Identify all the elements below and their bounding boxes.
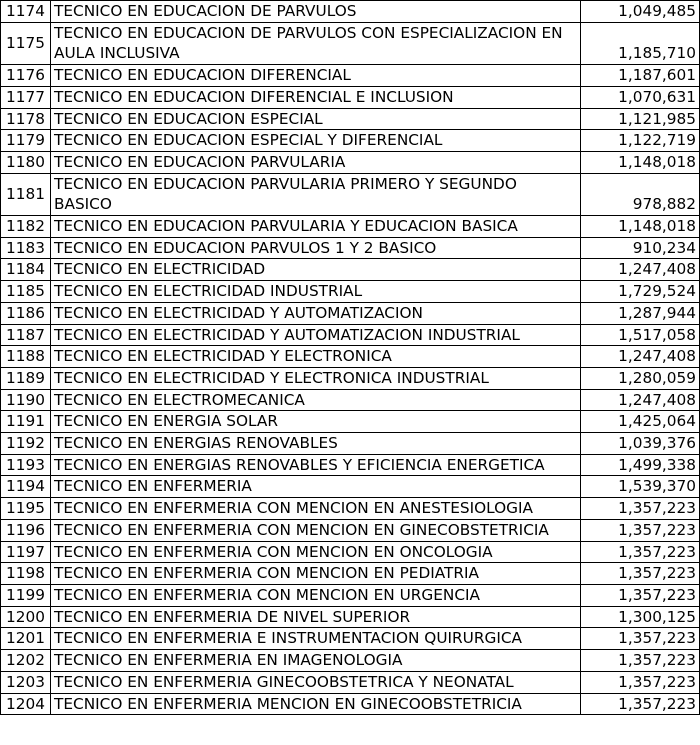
career-name: TECNICO EN EDUCACION PARVULARIA — [51, 151, 581, 173]
row-number: 1189 — [1, 367, 51, 389]
table-row — [1, 324, 700, 346]
career-name: TECNICO EN ENFERMERIA E INSTRUMENTACION QUIRURGICA — [51, 628, 581, 650]
row-number: 1190 — [1, 389, 51, 411]
table-row — [1, 584, 700, 606]
table-row — [1, 541, 700, 563]
career-name: TECNICO EN ELECTRICIDAD Y AUTOMATIZACION INDUSTRIAL — [51, 324, 581, 346]
career-name: TECNICO EN ENFERMERIA CON MENCION EN GINECOBSTETRICIA — [51, 519, 581, 541]
table-row — [1, 389, 700, 411]
row-number: 1184 — [1, 259, 51, 281]
amount-value: 1,539,370 — [581, 476, 700, 498]
row-number: 1203 — [1, 671, 51, 693]
table-body — [1, 1, 700, 715]
career-name: TECNICO EN EDUCACION ESPECIAL — [51, 108, 581, 130]
row-number: 1181 — [1, 173, 51, 215]
amount-value: 1,148,018 — [581, 216, 700, 238]
table-row — [1, 302, 700, 324]
row-number: 1202 — [1, 650, 51, 672]
amount-value: 1,357,223 — [581, 519, 700, 541]
row-number: 1198 — [1, 563, 51, 585]
career-name: TECNICO EN ELECTRICIDAD Y ELECTRONICA — [51, 346, 581, 368]
amount-value: 1,357,223 — [581, 498, 700, 520]
amount-value: 910,234 — [581, 237, 700, 259]
amount-value: 1,357,223 — [581, 671, 700, 693]
amount-value: 1,357,223 — [581, 628, 700, 650]
table-row — [1, 628, 700, 650]
row-number: 1178 — [1, 108, 51, 130]
amount-value: 1,357,223 — [581, 693, 700, 715]
row-number: 1179 — [1, 130, 51, 152]
table-row — [1, 476, 700, 498]
row-number: 1188 — [1, 346, 51, 368]
row-number: 1182 — [1, 216, 51, 238]
table-row — [1, 173, 700, 215]
career-name: TECNICO EN ELECTRICIDAD Y ELECTRONICA INDUSTRIAL — [51, 367, 581, 389]
row-number: 1175 — [1, 22, 51, 64]
table-row — [1, 259, 700, 281]
table-row — [1, 86, 700, 108]
amount-value: 1,070,631 — [581, 86, 700, 108]
table-row — [1, 519, 700, 541]
row-number: 1194 — [1, 476, 51, 498]
table-row — [1, 1, 700, 23]
table-row — [1, 433, 700, 455]
career-name: TECNICO EN ENFERMERIA CON MENCION EN ONCOLOGIA — [51, 541, 581, 563]
career-name: TECNICO EN ENFERMERIA CON MENCION EN ANESTESIOLOGIA — [51, 498, 581, 520]
row-number: 1193 — [1, 454, 51, 476]
amount-value: 1,357,223 — [581, 563, 700, 585]
career-name: TECNICO EN ENFERMERIA DE NIVEL SUPERIOR — [51, 606, 581, 628]
row-number: 1197 — [1, 541, 51, 563]
table-row — [1, 650, 700, 672]
table-row — [1, 65, 700, 87]
row-number: 1199 — [1, 584, 51, 606]
table-row — [1, 411, 700, 433]
career-name: TECNICO EN EDUCACION PARVULOS 1 Y 2 BASICO — [51, 237, 581, 259]
career-name: TECNICO EN ELECTRICIDAD — [51, 259, 581, 281]
career-name: TECNICO EN EDUCACION ESPECIAL Y DIFERENCIAL — [51, 130, 581, 152]
amount-value: 1,121,985 — [581, 108, 700, 130]
table-row — [1, 693, 700, 715]
table-row — [1, 454, 700, 476]
table-row — [1, 367, 700, 389]
career-name: TECNICO EN ELECTROMECANICA — [51, 389, 581, 411]
career-name: TECNICO EN ENFERMERIA — [51, 476, 581, 498]
row-number: 1191 — [1, 411, 51, 433]
career-name: TECNICO EN EDUCACION DIFERENCIAL — [51, 65, 581, 87]
amount-value: 1,357,223 — [581, 650, 700, 672]
amount-value: 1,122,719 — [581, 130, 700, 152]
row-number: 1196 — [1, 519, 51, 541]
amount-value: 1,039,376 — [581, 433, 700, 455]
row-number: 1177 — [1, 86, 51, 108]
table-row — [1, 108, 700, 130]
row-number: 1180 — [1, 151, 51, 173]
amount-value: 1,287,944 — [581, 302, 700, 324]
row-number: 1192 — [1, 433, 51, 455]
amount-value: 1,247,408 — [581, 389, 700, 411]
amount-value: 1,187,601 — [581, 65, 700, 87]
career-name: TECNICO EN EDUCACION PARVULARIA Y EDUCACION BASICA — [51, 216, 581, 238]
row-number: 1176 — [1, 65, 51, 87]
table-row — [1, 151, 700, 173]
table-row — [1, 216, 700, 238]
row-number: 1185 — [1, 281, 51, 303]
row-number: 1195 — [1, 498, 51, 520]
table-row — [1, 237, 700, 259]
row-number: 1187 — [1, 324, 51, 346]
career-name: TECNICO EN ENERGIAS RENOVABLES — [51, 433, 581, 455]
career-name: TECNICO EN ENFERMERIA MENCION EN GINECOOBSTETRICIA — [51, 693, 581, 715]
amount-value: 1,517,058 — [581, 324, 700, 346]
row-number: 1186 — [1, 302, 51, 324]
amount-value: 1,049,485 — [581, 1, 700, 23]
amount-value: 1,148,018 — [581, 151, 700, 173]
row-number: 1183 — [1, 237, 51, 259]
career-name: TECNICO EN ENERGIA SOLAR — [51, 411, 581, 433]
amount-value: 1,499,338 — [581, 454, 700, 476]
career-name: TECNICO EN ELECTRICIDAD INDUSTRIAL — [51, 281, 581, 303]
table-row — [1, 606, 700, 628]
career-name: TECNICO EN EDUCACION DIFERENCIAL E INCLUSION — [51, 86, 581, 108]
career-name: TECNICO EN ENERGIAS RENOVABLES Y EFICIENCIA ENERGETICA — [51, 454, 581, 476]
table-row — [1, 671, 700, 693]
row-number: 1200 — [1, 606, 51, 628]
career-name: TECNICO EN ENFERMERIA EN IMAGENOLOGIA — [51, 650, 581, 672]
row-number: 1174 — [1, 1, 51, 23]
table-row — [1, 22, 700, 64]
row-number: 1201 — [1, 628, 51, 650]
amount-value: 1,425,064 — [581, 411, 700, 433]
amount-value: 1,247,408 — [581, 346, 700, 368]
table-row — [1, 130, 700, 152]
amount-value: 1,729,524 — [581, 281, 700, 303]
amount-value: 1,185,710 — [581, 22, 700, 64]
row-number: 1204 — [1, 693, 51, 715]
career-name: TECNICO EN ENFERMERIA GINECOOBSTETRICA Y NEONATAL — [51, 671, 581, 693]
amount-value: 1,357,223 — [581, 541, 700, 563]
career-name: TECNICO EN ELECTRICIDAD Y AUTOMATIZACION — [51, 302, 581, 324]
amount-value: 1,300,125 — [581, 606, 700, 628]
amount-value: 1,280,059 — [581, 367, 700, 389]
career-name: TECNICO EN EDUCACION DE PARVULOS CON ESPECIALIZACION EN AULA INCLUSIVA — [51, 22, 581, 64]
table-row — [1, 281, 700, 303]
table-row — [1, 498, 700, 520]
career-name: TECNICO EN ENFERMERIA CON MENCION EN URGENCIA — [51, 584, 581, 606]
career-name: TECNICO EN EDUCACION DE PARVULOS — [51, 1, 581, 23]
table-row — [1, 346, 700, 368]
career-name: TECNICO EN ENFERMERIA CON MENCION EN PEDIATRIA — [51, 563, 581, 585]
amount-value: 1,247,408 — [581, 259, 700, 281]
career-name: TECNICO EN EDUCACION PARVULARIA PRIMERO Y SEGUNDO BASICO — [51, 173, 581, 215]
table-row — [1, 563, 700, 585]
amount-value: 1,357,223 — [581, 584, 700, 606]
amount-value: 978,882 — [581, 173, 700, 215]
